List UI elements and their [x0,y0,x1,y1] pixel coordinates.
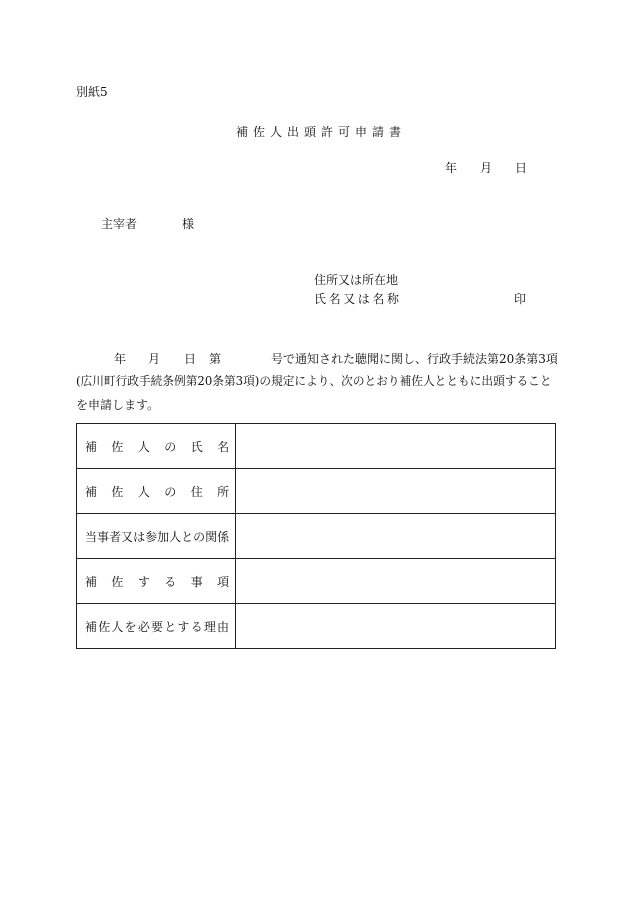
row-value-field[interactable] [236,514,556,559]
label-char: の [193,529,206,544]
label-char: 補 [85,439,98,454]
label-char: 佐 [111,574,124,589]
row-value-field[interactable] [236,424,556,469]
label-char: 理 [203,619,216,634]
document-title: 補佐人出頭許可申請書 [236,125,407,139]
row-label-cell [77,514,236,559]
row-value-field[interactable] [236,604,556,649]
label-char: 人 [111,619,124,634]
label-char: 事 [190,574,203,589]
label-char: 項 [217,574,230,589]
label-char: を [124,619,137,634]
body-line2: (広川町行政手続条例第20条第3項)の規定により、次のとおり補佐人とともに出頭すること [76,374,552,388]
label-char: 参 [145,529,158,544]
application-form-table [76,423,556,649]
body-year: 年 [114,352,127,366]
row-label-cell [77,559,236,604]
label-char: 又 [121,529,134,544]
label-char: 補 [85,484,98,499]
label-char: 者 [109,529,122,544]
label-char: 事 [97,529,110,544]
addressee-honorific: 様 [182,217,195,231]
row-label [85,618,229,635]
label-char: る [164,574,177,589]
assisted-matters-row [77,559,556,604]
row-label [85,438,229,455]
row-label-cell [77,424,236,469]
label-char: 補 [85,574,98,589]
label-char: 必 [137,619,150,634]
body-day: 日 [184,352,197,366]
label-char: 名 [217,439,230,454]
label-char: す [137,574,150,589]
body-line3: を申請します。 [76,398,160,412]
date-year-label: 年 [445,161,458,175]
label-char: 氏 [190,439,203,454]
body-dai: 第 [209,352,222,366]
label-char: 要 [151,619,164,634]
label-char: の [164,439,177,454]
row-label [85,483,229,500]
label-char: 係 [217,529,230,544]
label-char: 加 [157,529,170,544]
label-char: 佐 [111,439,124,454]
seal-mark: 印 [514,292,527,306]
label-char: 人 [137,484,150,499]
row-label-cell [77,469,236,514]
row-value-field[interactable] [236,559,556,604]
date-month-label: 月 [480,161,493,175]
label-char: す [177,619,190,634]
label-char: 住 [190,484,203,499]
relationship-row [77,514,556,559]
body-month: 月 [148,352,161,366]
row-label-cell [77,604,236,649]
assistant-address-row [77,469,556,514]
applicant-name-label: 氏名又は名称 [314,292,402,306]
label-char: と [181,529,194,544]
label-char: 関 [205,529,218,544]
label-char: 佐 [111,484,124,499]
label-char: 所 [217,484,230,499]
label-char: 佐 [98,619,111,634]
label-char: 補 [85,619,98,634]
label-char: 由 [217,619,230,634]
label-char: の [164,484,177,499]
assistant-name-row [77,424,556,469]
label-char: と [164,619,177,634]
row-label [85,573,229,590]
row-value-field[interactable] [236,469,556,514]
attachment-number: 別紙5 [76,85,108,99]
date-day-label: 日 [515,161,528,175]
applicant-address-label: 住所又は所在地 [314,273,399,287]
addressee-name: 主宰者 [101,217,138,231]
label-char: る [190,619,203,634]
reason-row [77,604,556,649]
label-char: 人 [137,439,150,454]
row-label [85,528,229,545]
label-char: は [133,529,146,544]
body-line1: 号で通知された聴聞に関し、行政手続法第20条第3項 [271,352,558,366]
label-char: 人 [169,529,182,544]
label-char: 当 [85,529,98,544]
